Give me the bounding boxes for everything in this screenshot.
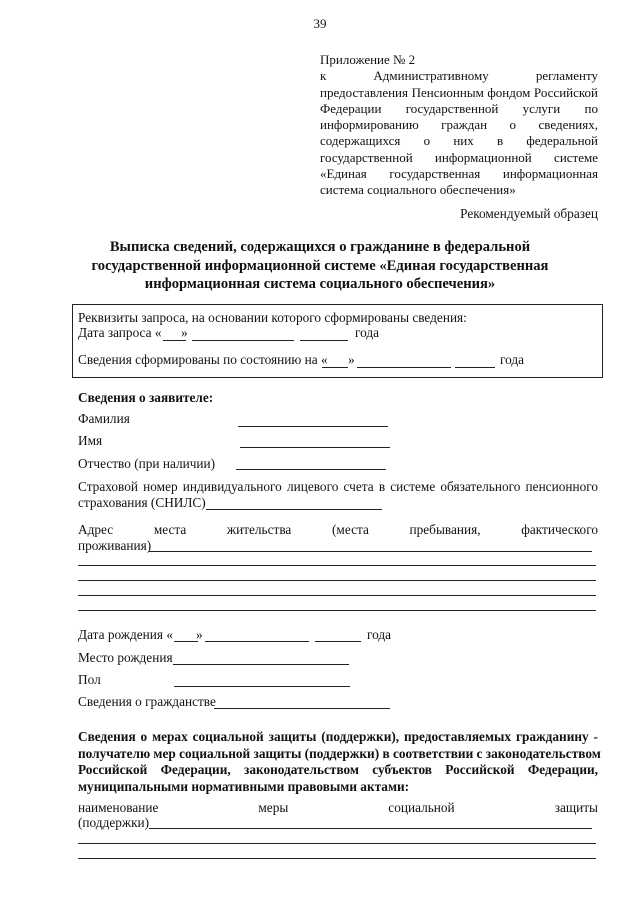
measure-name-field[interactable]: [149, 828, 592, 829]
measure-word: меры: [258, 800, 289, 815]
address-word: пребывания,: [409, 522, 481, 537]
address-field-line[interactable]: [78, 595, 596, 596]
citizenship-field[interactable]: [214, 708, 390, 709]
appendix-header: [320, 52, 598, 199]
snils-label: Страховой номер индивидуального лицевого счета в системе обязательного пенсионного: [78, 479, 598, 494]
birth-date-label: Дата рождения «: [78, 627, 173, 642]
appendix-line: к Административному регламенту: [320, 68, 598, 84]
measure-word: социальной: [388, 800, 455, 815]
appendix-line: «Единая государственная информационная: [320, 166, 598, 182]
birth-place-field[interactable]: [173, 664, 349, 665]
birth-month-field[interactable]: [205, 641, 309, 642]
title-line: информационная система социального обеспечения»: [144, 276, 496, 292]
patronymic-field[interactable]: [236, 469, 386, 470]
appendix-line: система социального обеспечения»: [320, 182, 516, 198]
request-details-label: Реквизиты запроса, на основании которого сформированы сведения:: [78, 310, 467, 325]
document-title: [60, 238, 580, 294]
citizenship-label: Сведения о гражданстве: [78, 694, 216, 709]
appendix-line: содержащихся о них в федеральной: [320, 133, 598, 149]
request-date-label: Дата запроса «: [78, 325, 162, 340]
address-word: места: [153, 522, 187, 537]
formed-year-field[interactable]: [455, 367, 495, 368]
appendix-line: Федерации государственной услуги по: [320, 100, 598, 116]
birth-year-word: года: [367, 627, 392, 642]
address-label-cont: проживания): [78, 538, 152, 553]
measures-line: получателю мер социальной защиты (поддержки) в соответствии с законодательством: [78, 745, 601, 761]
surname-field[interactable]: [238, 426, 388, 427]
measure-word: наименование: [78, 800, 159, 815]
address-field-line[interactable]: [78, 580, 596, 581]
formed-year-word: года: [500, 352, 525, 367]
address-word: фактического: [521, 522, 598, 537]
request-year-word: года: [355, 325, 380, 340]
birth-place-label: Место рождения: [78, 650, 173, 665]
measure-name-label: [78, 800, 598, 816]
request-date-close: »: [181, 325, 188, 340]
patronymic-label: Отчество (при наличии): [78, 456, 216, 471]
birth-date-close: »: [196, 627, 203, 642]
address-label: [78, 522, 598, 538]
address-field[interactable]: [149, 551, 592, 552]
sample-label: Рекомендуемый образец: [460, 206, 598, 221]
formed-month-field[interactable]: [357, 367, 451, 368]
appendix-line: государственной информационной системе: [320, 149, 598, 165]
measure-name-field-line[interactable]: [78, 843, 596, 844]
birth-year-field[interactable]: [315, 641, 361, 642]
sex-field[interactable]: [174, 686, 350, 687]
appendix-line: Приложение № 2: [320, 52, 416, 67]
measure-name-field-line[interactable]: [78, 858, 596, 859]
address-word: (места: [332, 522, 369, 537]
measures-line: Сведения о мерах социальной защиты (поддержки), предоставляемых гражданину -: [78, 729, 598, 744]
formed-day-field[interactable]: [322, 367, 348, 368]
formed-date-label: Сведения сформированы по состоянию на «: [78, 352, 328, 367]
request-year-field[interactable]: [300, 340, 348, 341]
name-field[interactable]: [240, 447, 390, 448]
title-line: Выписка сведений, содержащихся о гражданине в федеральной: [109, 239, 531, 255]
snils-field[interactable]: [206, 509, 382, 510]
address-field-line[interactable]: [78, 610, 596, 611]
formed-date-close: »: [348, 352, 355, 367]
measures-heading: [78, 729, 601, 795]
measures-line: муниципальными нормативными правовыми актами:: [78, 778, 410, 794]
birth-day-field[interactable]: [174, 641, 198, 642]
measure-name-label-cont: (поддержки): [78, 815, 150, 830]
measures-line: Российской Федерации, законодательством субъектов Российской Федерации,: [78, 762, 598, 778]
page-number: 39: [313, 16, 327, 31]
surname-label: Фамилия: [78, 411, 130, 426]
request-month-field[interactable]: [192, 340, 294, 341]
applicant-heading: Сведения о заявителе:: [78, 390, 214, 405]
address-word: жительства: [226, 522, 292, 537]
snils-label-cont: страхования (СНИЛС): [78, 495, 206, 510]
measure-word: защиты: [554, 800, 598, 815]
address-field-line[interactable]: [78, 565, 596, 566]
appendix-line: информированию граждан о сведениях,: [320, 117, 598, 133]
sex-label: Пол: [78, 672, 101, 687]
name-label: Имя: [78, 433, 103, 448]
appendix-line: предоставления Пенсионным фондом Российской: [320, 84, 598, 100]
address-word: Адрес: [78, 522, 114, 537]
title-line: государственной информационной системе «Единая государственная: [91, 257, 549, 274]
